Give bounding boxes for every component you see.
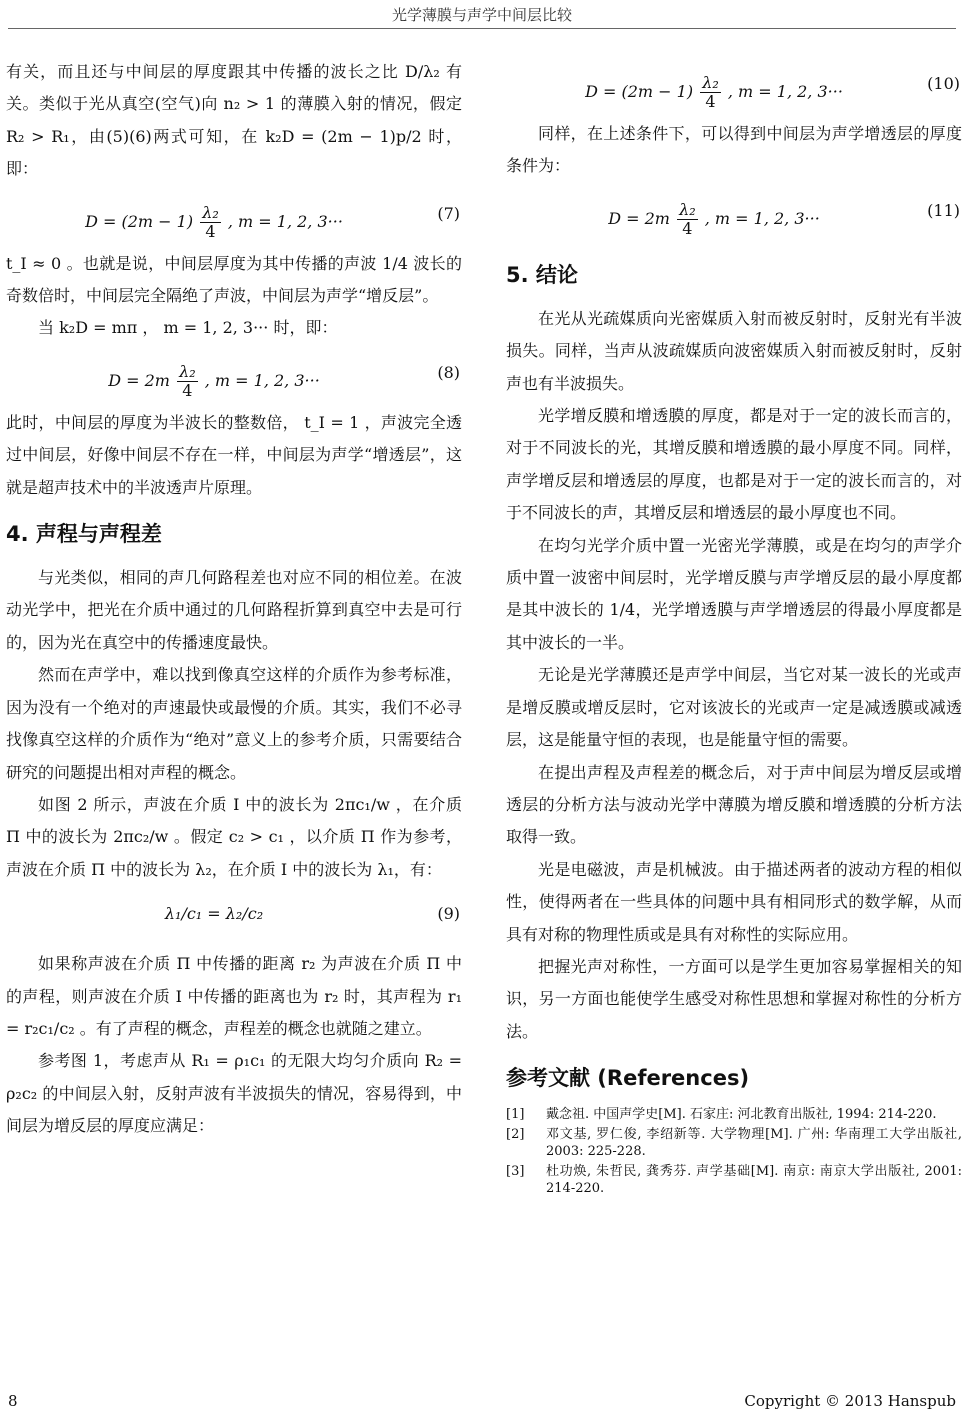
equation-11 [506, 183, 962, 245]
paragraph: 同样，在上述条件下，可以得到中间层为声学增透层的厚度条件为： [506, 124, 962, 176]
section-heading: 4. 声程与声程差 [6, 522, 162, 547]
left-column [6, 56, 462, 1143]
eq-rhs: , m = 1, 2, 3··· [727, 82, 843, 101]
eq-body: λ₁/c₁ = λ₂/c₂ [164, 904, 264, 924]
eq-lhs: D = 2m [608, 208, 670, 228]
paragraph: 光学增反膜和增透膜的厚度，都是对于一定的波长而言的，对于不同波长的光，其增反膜和增透膜的最小厚度不同。同样，声学增反层和增透层的厚度，也都是对于一定的波长而言的，对于不同波长的声，其增反层和增透层的最小厚度也不同。 [506, 406, 962, 523]
reference-item: [2] 邓文基, 罗仁俊, 李绍新等. 大学物理[M]. 广州: 华南理工大学出版社, 2003: 225-228. [506, 1127, 962, 1160]
eq-rhs: , m = 1, 2, 3··· [204, 370, 320, 390]
paragraph: 光是电磁波，声是机械波。由于描述两者的波动方程的相似性，使得两者在一些具体的问题中具有相同形式的数学解，从而具有对称的物理性质或是具有对称性的实际应用。 [506, 859, 962, 944]
equation-number: (7) [437, 203, 460, 223]
section-heading: 5. 结论 [506, 262, 578, 287]
eq-rhs: , m = 1, 2, 3··· [227, 211, 343, 231]
paragraph: 在提出声程及声程差的概念后，对于声中间层为增反层或增透层的分析方法与波动光学中薄膜为增反膜和增透膜的分析方法取得一致。 [506, 762, 962, 847]
equation-number: (10) [927, 74, 960, 93]
copyright-notice: Copyright © 2013 Hanspub [744, 1392, 956, 1410]
paragraph: 参考图 1，考虑声从 R₁ = ρ₁c₁ 的无限大均匀介质向 R₂ = ρ₂c₂ 的中间层入射，反射声波有半波损失的情况，容易得到，中间层为增反层的厚度应满足： [6, 1051, 462, 1136]
paragraph: 与光类似，相同的声几何路程差也对应不同的相位差。在波动光学中，把光在介质中通过的几何路程折算到真空中去是可行的，因为光在真空中的传播速度最快。 [6, 568, 462, 652]
equation-number: (8) [437, 362, 460, 382]
header-rule [8, 28, 956, 29]
eq-fraction: $\frac{\text{λ₂}}{4}$ [702, 73, 719, 111]
paragraph: 在光从光疏媒质向光密媒质入射而被反射时，反射光有半波损失。同样，当声从波疏媒质向波密媒质入射而被反射时，反射声也有半波损失。 [506, 308, 962, 393]
paragraph: 当 k₂D = mπ ， m = 1, 2, 3··· 时，即： [38, 318, 338, 338]
reference-item: [1] 戴念祖. 中国声学史[M]. 石家庄: 河北教育出版社, 1994: 214-220. [506, 1107, 937, 1123]
paragraph: 把握光声对称性，一方面可以是学生更加容易掌握相关的知识，另一方面也能使学生感受对称性思想和掌握对称性的分析方法。 [506, 956, 962, 1041]
reference-list [506, 1106, 962, 1197]
paragraph: 如图 2 所示，声波在介质 I 中的波长为 2πc₁/w ，在介质 Π 中的波长为 2πc₂/w 。假定 c₂ > c₁ ，以介质 Π 作为参考，声波在介质 Π 中的波长为 λ₂，在介质 I 中的波长为 λ₁，有： [6, 794, 462, 879]
paragraph: 无论是光学薄膜还是声学中间层，当它对某一波长的光或声是增反膜或增反层时，它对该波长的光或声一定是减透膜或减透层，这是能量守恒的表现，也是能量守恒的需要。 [506, 665, 962, 750]
eq-rhs: , m = 1, 2, 3··· [704, 208, 820, 228]
eq-lhs: D = (2m − 1) [585, 82, 694, 101]
equation-9 [6, 886, 462, 948]
paragraph: 此时，中间层的厚度为半波长的整数倍， t_I = 1 ，声波完全透过中间层，好像中间层不存在一样，中间层为声学“增透层”，这就是超声技术中的半波透声片原理。 [6, 412, 462, 497]
reference-item: [3] 杜功焕, 朱哲民, 龚秀芬. 声学基础[M]. 南京: 南京大学出版社, 2001: 214-220. [506, 1164, 962, 1197]
paragraph: t_I ≈ 0 。也就是说，中间层厚度为其中传播的声波 1/4 波长的奇数倍时，中间层完全隔绝了声波，中间层为声学“增反层”。 [6, 253, 462, 306]
eq-fraction: $\frac{\text{λ₂}}{4}$ [179, 361, 196, 400]
page-number: 8 [8, 1392, 18, 1410]
equation-number: (9) [437, 904, 460, 924]
paragraph: 有关，而且还与中间层的厚度跟其中传播的波长之比 D/λ₂ 有关。类似于光从真空(空气)向 n₂ > 1 的薄膜入射的情况，假定 R₂ > R₁，由(5)(6)两式可知，在 k₂D = (2m − 1)p/2 时，即： [6, 62, 462, 179]
equation-7 [6, 186, 462, 248]
equation-10 [506, 56, 962, 118]
equation-number: (11) [927, 200, 960, 220]
eq-fraction: $\frac{\text{λ₂}}{4}$ [202, 202, 219, 241]
running-header: 光学薄膜与声学中间层比较 [391, 6, 572, 24]
paragraph: 在均匀光学介质中置一光密光学薄膜，或是在均匀的声学介质中置一波密中间层时，光学增反膜与声学增反层的最小厚度都是其中波长的 1/4，光学增透膜与声学增透层的得最小厚度都是其中波长的一半。 [506, 535, 962, 652]
eq-lhs: D = 2m [108, 370, 170, 390]
paragraph: 如果称声波在介质 Π 中传播的距离 r₂ 为声波在介质 Π 中的声程，则声波在介质 I 中传播的距离也为 r₂ 时，其声程为 r₁ = r₂c₁/c₂ 。有了声程的概念，声程差的概念也就随之建立。 [6, 954, 462, 1038]
equation-8 [6, 345, 462, 407]
references-heading: 参考文献 (References) [506, 1066, 750, 1091]
eq-fraction: $\frac{\text{λ₂}}{4}$ [679, 199, 696, 238]
right-column [506, 56, 962, 1200]
paragraph: 然而在声学中，难以找到像真空这样的介质作为参考标准，因为没有一个绝对的声速最快或最慢的介质。其实，我们不必寻找像真空这样的介质作为“绝对”意义上的参考介质，只需要结合研究的问题提出相对声程的概念。 [6, 665, 462, 782]
eq-lhs: D = (2m − 1) [85, 211, 194, 231]
